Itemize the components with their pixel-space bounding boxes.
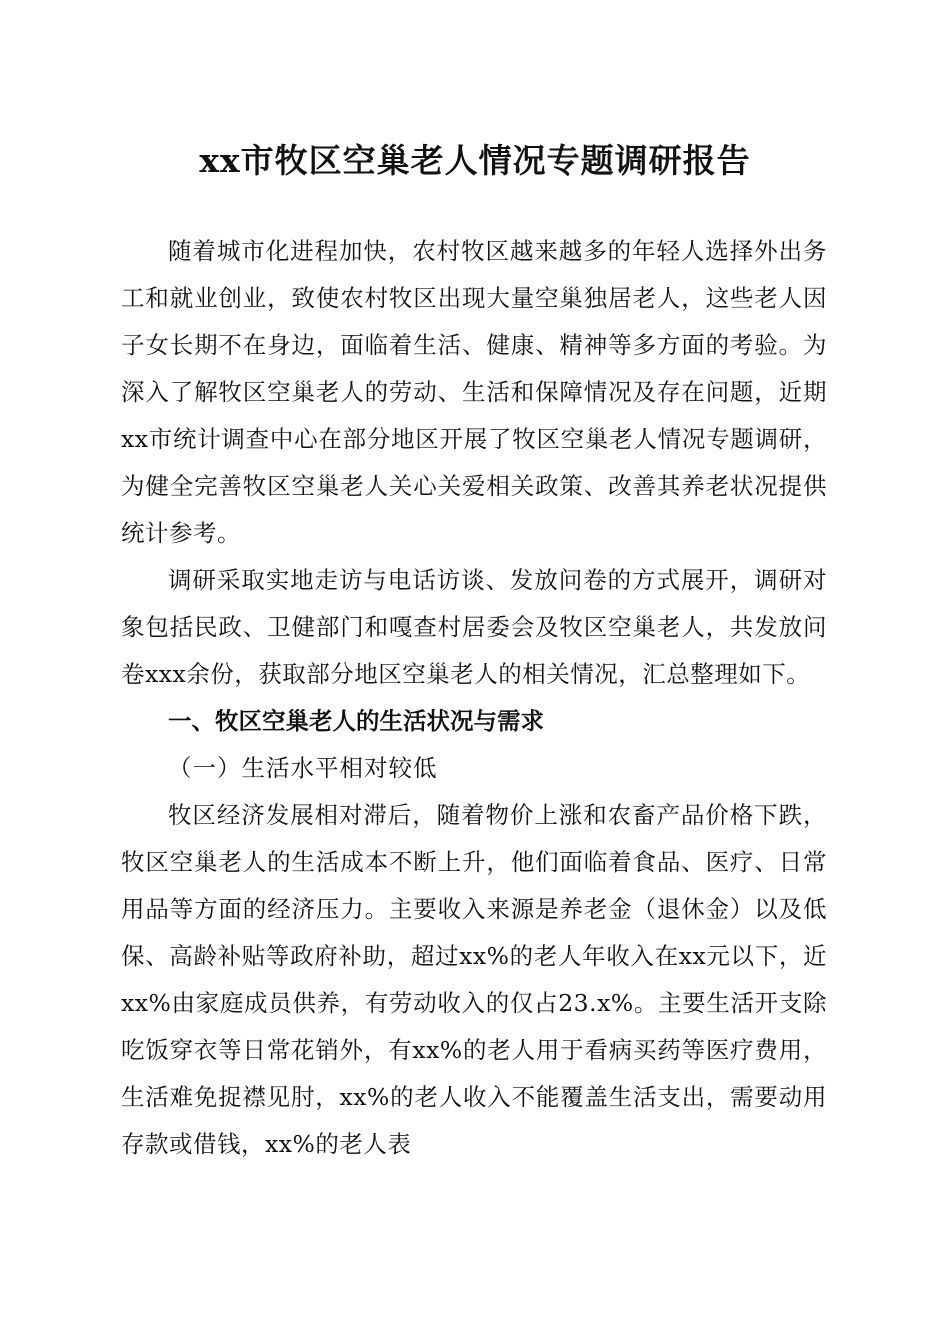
subsection-paragraph: 牧区经济发展相对滞后，随着物价上涨和农畜产品价格下跌，牧区空巢老人的生活成本不断上升，他们面临着食品、医疗、日常用品等方面的经济压力。主要收入来源是养老金（退休金）以及低保、高龄补贴等政府补助，超过xx%的老人年收入在xx元以下，近xx%由家庭成员供养，有劳动收入的仅占23.x%。主要生活开支除吃饭穿衣等日常花销外，有xx%的老人用于看病买药等医疗费用，生活难免捉襟见肘，xx%的老人收入不能覆盖生活支出，需要动用存款或借钱，xx%的老人表 xyxy=(121,801,827,1158)
method-paragraph: 调研采取实地走访与电话访谈、发放问卷的方式展开，调研对象包括民政、卫健部门和嘎查村居委会及牧区空巢老人，共发放问卷xxx余份，获取部分地区空巢老人的相关情况，汇总整理如下。 xyxy=(121,566,827,688)
section-heading: 一、牧区空巢老人的生活状况与需求 xyxy=(168,707,544,735)
subsection-heading: （一）生活水平相对较低 xyxy=(168,754,438,782)
document-body xyxy=(121,228,827,1168)
document-title: xx市牧区空巢老人情况专题调研报告 xyxy=(199,141,751,180)
intro-paragraph: 随着城市化进程加快，农村牧区越来越多的年轻人选择外出务工和就业创业，致使农村牧区出现大量空巢独居老人，这些老人因子女长期不在身边，面临着生活、健康、精神等多方面的考验。为深入了解牧区空巢老人的劳动、生活和保障情况及存在问题，近期xx市统计调查中心在部分地区开展了牧区空巢老人情况专题调研，为健全完善牧区空巢老人关心关爱相关政策、改善其养老状况提供统计参考。 xyxy=(121,237,827,547)
